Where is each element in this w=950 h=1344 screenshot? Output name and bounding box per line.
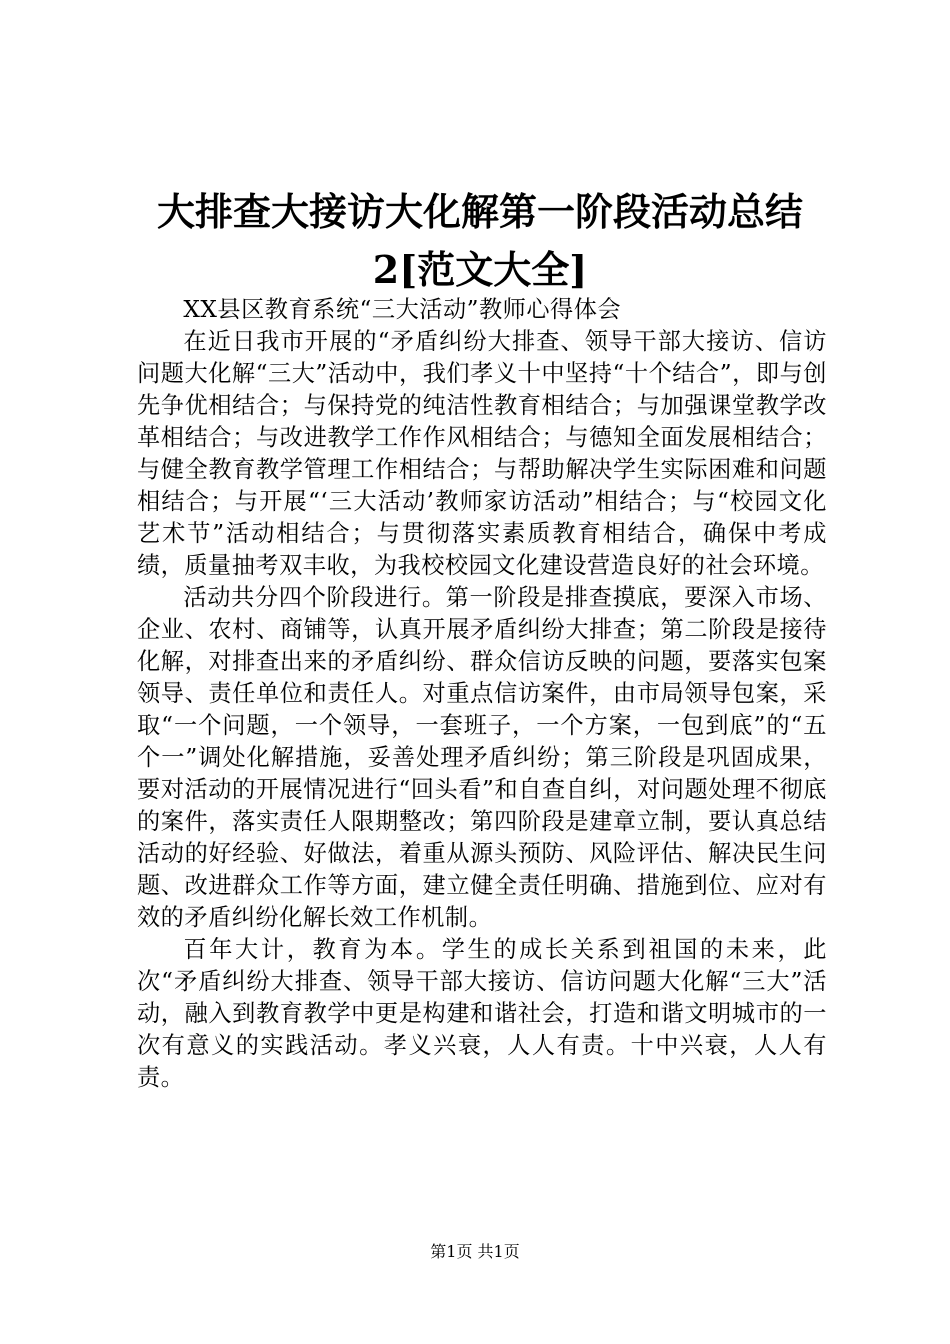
document-body [137,294,827,1094]
document-title: 大排查大接访大化解第一阶段活动总结2[范文大全] [156,189,803,292]
page-footer: 第1页 共1页 [430,1242,520,1261]
subtitle-paragraph: XX县区教育系统“三大活动”教师心得体会 [183,296,622,323]
body-paragraph: 活动共分四个阶段进行。第一阶段是排查摸底，要深入市场、企业、农村、商铺等，认真开展矛盾纠纷大排查；第二阶段是接待化解，对排查出来的矛盾纠纷、群众信访反映的问题，要落实包案领导、责任单位和责任人。对重点信访案件，由市局领导包案，采取“一个问题，一个领导，一套班子，一个方案，一包到底”的“五个一”调处化解措施，妥善处理矛盾纠纷；第三阶段是巩固成果，要对活动的开展情况进行“回头看”和自查自纠，对问题处理不彻底的案件，落实责任人限期整改；第四阶段是建章立制，要认真总结活动的好经验、好做法，着重从源头预防、风险评估、解决民生问题、改进群众工作等方面，建立健全责任明确、措施到位、应对有效的矛盾纠纷化解长效工作机制。 [137,584,827,931]
body-paragraph: 百年大计，教育为本。学生的成长关系到祖国的未来，此次“矛盾纠纷大排查、领导干部大接访、信访问题大化解“三大”活动，融入到教育教学中更是构建和谐社会，打造和谐文明城市的一次有意义的实践活动。孝义兴衰，人人有责。十中兴衰，人人有责。 [137,936,827,1091]
body-paragraph: 在近日我市开展的“矛盾纠纷大排查、领导干部大接访、信访问题大化解“三大”活动中，我们孝义十中坚持“十个结合”，即与创先争优相结合；与保持党的纯洁性教育相结合；与加强课堂教学改革相结合；与改进教学工作作风相结合；与德知全面发展相结合；与健全教育教学管理工作相结合；与帮助解决学生实际困难和问题相结合；与开展“‘三大活动’教师家访活动”相结合；与“校园文化艺术节”活动相结合；与贯彻落实素质教育相结合，确保中考成绩，质量抽考双丰收，为我校校园文化建设营造良好的社会环境。 [137,328,827,579]
